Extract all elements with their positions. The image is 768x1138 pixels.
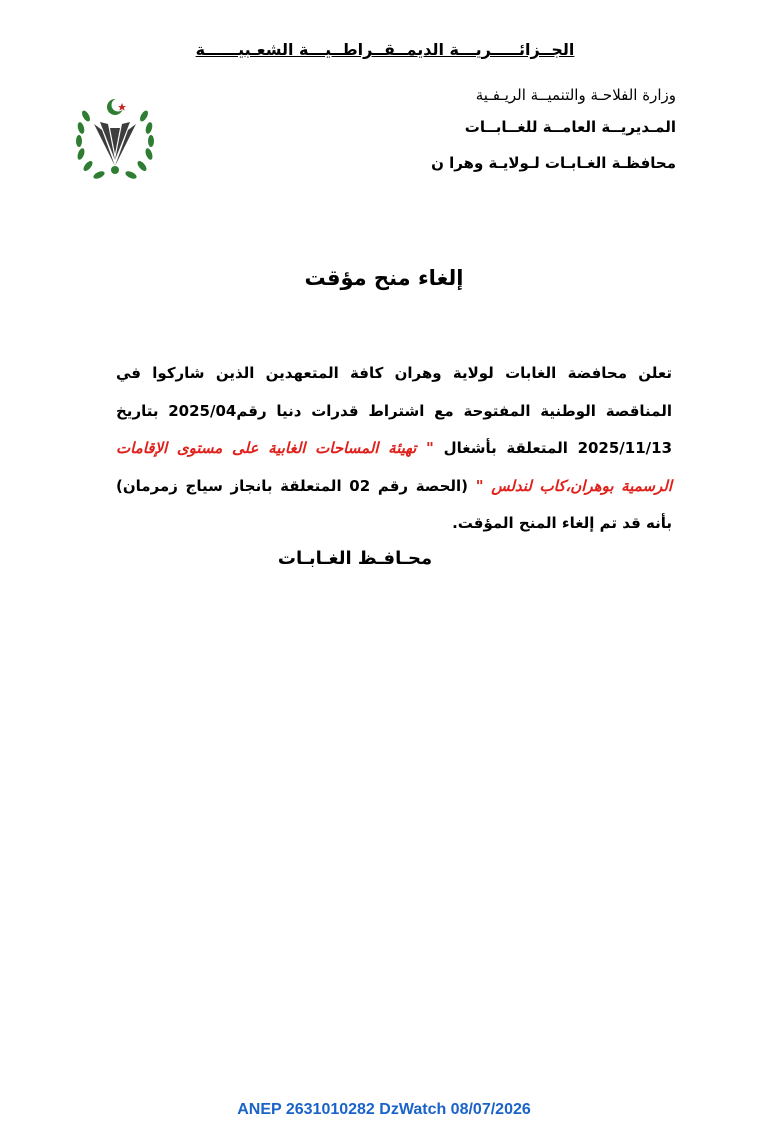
body-text-part1: تعلن محافضة الغابات لولاية وهران كافة المتعهدين الذين شاركوا في المناقصة الوطنية المفتوحة مع اشتراط قدرات دنيا رقم2025/04 بتاريخ 2025/11/13 المتعلقة بأشغال [116, 364, 673, 457]
footer-reference: ANEP 2631010282 DzWatch 08/07/2026 [237, 1101, 531, 1118]
ministry-line: وزارة الفلاحـة والتنميــة الريـفـية [475, 86, 676, 104]
signature-line: محـافـظ الغـابـات [277, 548, 433, 569]
directorate-line: المـديريــة العامــة للغــابــات [464, 118, 676, 136]
document-title: إلغاء منح مؤقت [304, 266, 464, 290]
republic-heading: الجــزائـــــريـــة الديمــقــراطــيـــة الشعـبيــــــة [195, 40, 575, 59]
forestry-emblem-icon [72, 94, 158, 184]
project-title: " تهيئة المساحات الغابية على مستوى الإقامات الرسمية بوهران،كاب لندلس " [116, 439, 672, 495]
announcement-body [116, 355, 672, 543]
conservation-line: محافظـة الغـابـات لـولايـة وهرا ن [431, 154, 676, 172]
body-text-part2: (الحصة رقم 02 المتعلقة بانجاز سياج زمرمان) بأنه قد تم إلغاء المنح المؤقت. [116, 476, 672, 532]
